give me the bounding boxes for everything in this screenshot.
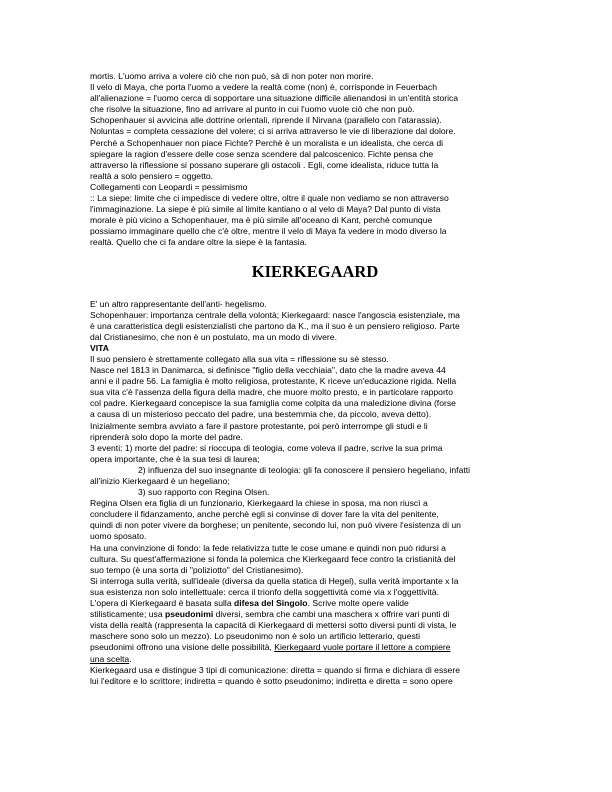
kierkegaard-section: [90, 299, 540, 687]
text-run: stilisticamente; usa: [90, 609, 165, 620]
text-line: quindi di non poter vivere da borghese; un penitente, secondo lui, non può vivere l'esistenza di un: [90, 520, 461, 531]
text-line: Kierkegaard usa e distingue 3 tipi di comunicazione: diretta = quando si firma e dichiara di essere: [90, 664, 460, 675]
text-line: morale è più vicino a Schopenhauer, ma è più simile all'oceano di Kant, perchè comunque: [90, 215, 433, 226]
singolo-line: [90, 598, 540, 609]
text-line: riprenderà solo dopo la morte del padre.: [90, 431, 243, 442]
text-run: diversi, sembra che cambi una maschera x offrire vari punti di: [213, 609, 450, 620]
text-line: lui l'editore e lo scrittore; indiretta = quando è sotto pseudonimo; indiretta e diretta = sono opere: [90, 675, 453, 686]
event-2-line: 2) influenza del suo insegnante di teologia: gli fa conoscere il pensiero hegeliano, infatti: [138, 464, 471, 475]
text-line: è una caratteristica degli esistenzialisti che partono da K., ma il suo è un pensiero religioso. Parte: [90, 320, 460, 331]
text-line: realtà. Quello che ci fa andare oltre la siepe è la fantasia.: [90, 237, 307, 248]
emphasis-singolo: difesa del Singolo: [234, 598, 308, 609]
text-line: Perchè a Schopenhauer non piace Fichte? Perchè è un moralista e un idealista, che cerca di: [90, 137, 444, 148]
section-heading: KIERKEGAARD: [251, 261, 379, 281]
underlined-text: una scelta: [90, 653, 130, 664]
text-line: possiamo immaginare quello che c'è oltre, mentre il velo di Maya fa vedere in modo diverso la: [90, 226, 447, 237]
text-line: a causa di un misterioso peccato del padre, una bestemmia che, da piccolo, aveva detto).: [90, 409, 432, 420]
vita-label: VITA: [90, 342, 109, 353]
text-line: cultura. Su quest'affermazione si fonda la polemica che Kierkegaard fece contro la cristianità del: [90, 553, 456, 564]
text-line: vista della realtà (rappresenta la capacità di Kierkegaard di mettersi sotto diversi punti di vista, le: [90, 620, 457, 631]
text-line: concludere il fidanzamento, anche perchè egli si convinse di dover fare la vita del penitente,: [90, 509, 439, 520]
underlined-line: [90, 654, 540, 665]
heading-block: [90, 249, 540, 299]
text-line: opera importante, che è la sua tesi di laurea;: [90, 453, 260, 464]
emphasis-pseudonimi: pseudonimi: [165, 609, 214, 620]
text-line: :: La siepe: limite che ci impedisce di vedere oltre, oltre il quale non vediamo se non attraverso: [90, 193, 449, 204]
text-line: Collegamenti con Leopardi = pessimismo: [90, 181, 248, 192]
underlined-line: [90, 642, 540, 653]
text-line: Inizialmente sembra avviato a fare il pastore protestante, poi però interrompe gli studi e li: [90, 420, 428, 431]
text-line: uomo sposato.: [90, 531, 147, 542]
text-line: Schopenhauer: importanza centrale della volontà; Kierkegaard: nasce l'angoscia esistenziale, ma: [90, 309, 460, 320]
text-line: attraverso la riflessione si possano superare gli ostacoli . Egli, come idealista, riduce tutta la: [90, 159, 439, 170]
text-line: col padre. Kierkegaard concepisce la sua famiglia come colpita da una maledizione divina (forse: [90, 398, 456, 409]
text-line: Il suo pensiero è strettamente collegato alla sua vita = riflessione su sè stesso.: [90, 353, 389, 364]
text-line: Il velo di Maya, che porta l'uomo a vedere la realtà come (non) è, corrisponde in Feuerbach: [90, 82, 438, 93]
text-line: Regina Olsen era figlia di un funzionario, Kierkegaard la chiese in sposa, ma non riuscì a: [90, 498, 428, 509]
text-line: Ha una convinzione di fondo: la fede relativizza tutte le cose umane e quindi non può ridursi a: [90, 542, 446, 553]
text-line: E' un altro rappresentante dell'anti- hegelismo.: [90, 298, 267, 309]
text-line: realtà a solo pensiero = oggetto.: [90, 170, 214, 181]
text-line: Noluntas = completa cessazione del volere; ci si arriva attraverso le vie di liberazione dal dolore.: [90, 126, 456, 137]
text-line: maschere sono solo un mezzo). Lo pseudonimo non è solo un artificio letterario, questi: [90, 631, 421, 642]
text-line: l'immaginazione. La siepe è più simile al limite kantiano o al velo di Maya? Dal punto di vista: [90, 204, 441, 215]
text-run: L'opera di Kierkegaard è basata sulla: [90, 598, 235, 609]
document-page: [90, 71, 540, 687]
text-run: . Scrive molte opere valide: [307, 598, 409, 609]
text-line: all'alienazione = l'uomo cerca di sopportare una situazione difficile alienandosi in un'entità storica: [90, 93, 459, 104]
text-line: Nasce nel 1813 in Danimarca, si definisce "figlio della vecchiaia", dato che la madre aveva 44: [90, 365, 446, 376]
text-line: dal Cristianesimo, che non è un postulato, ma un modo di vivere.: [90, 331, 337, 342]
pseudonimi-line: [90, 609, 540, 620]
event-3-line: 3) suo rapporto con Regina Olsen.: [138, 487, 270, 498]
text-line: 3 eventi: 1) morte del padre: si rioccupa di teologia, come voleva il padre, scrive la sua prima: [90, 442, 443, 453]
text-line: sua vita c'è l'assenza della figura della madre, che muore molto presto, e in particolare rapporto: [90, 387, 453, 398]
text-line: sua esistenza non solo intellettuale: cerca il trionfo della soggettività come via x l'oggettività.: [90, 586, 439, 597]
text-run: .: [129, 653, 132, 664]
text-line: mortis. L'uomo arriva a volere ciò che non può, sà di non poter non morire.: [90, 71, 374, 81]
text-run: pseudonimi offrono una visione delle possibilità,: [90, 642, 275, 653]
text-line: anni e il padre 56. La famiglia è molto religiosa, protestante, K riceve un'educazione rigida. Nella: [90, 376, 457, 387]
intro-section: [90, 71, 540, 249]
text-line: Si interroga sulla verità, sull'ideale (diversa da quella statica di Hegel), sulla verità importante x la: [90, 575, 459, 586]
text-line: spiegare la ragion d'essere delle cose senza scendere dal palcoscenico. Fichte pensa che: [90, 148, 434, 159]
text-line: Schopenhauer si avvicina alle dottrine orientali, riprende il Nirvana (parallelo con l'atarassia).: [90, 115, 442, 126]
text-line: che risolve la situazione, fino ad arrivare al punto in cui l'uomo vuole ciò che non può.: [90, 104, 415, 115]
subheading-vita: [90, 343, 540, 354]
text-line: all'inizio Kierkegaard è un hegeliano;: [90, 476, 230, 486]
text-line: suo tempo (è una sorta di "poliziotto" del Cristianesimo).: [90, 564, 304, 575]
underlined-text: Kierkegaard vuole portare il lettore a compiere: [274, 642, 451, 653]
